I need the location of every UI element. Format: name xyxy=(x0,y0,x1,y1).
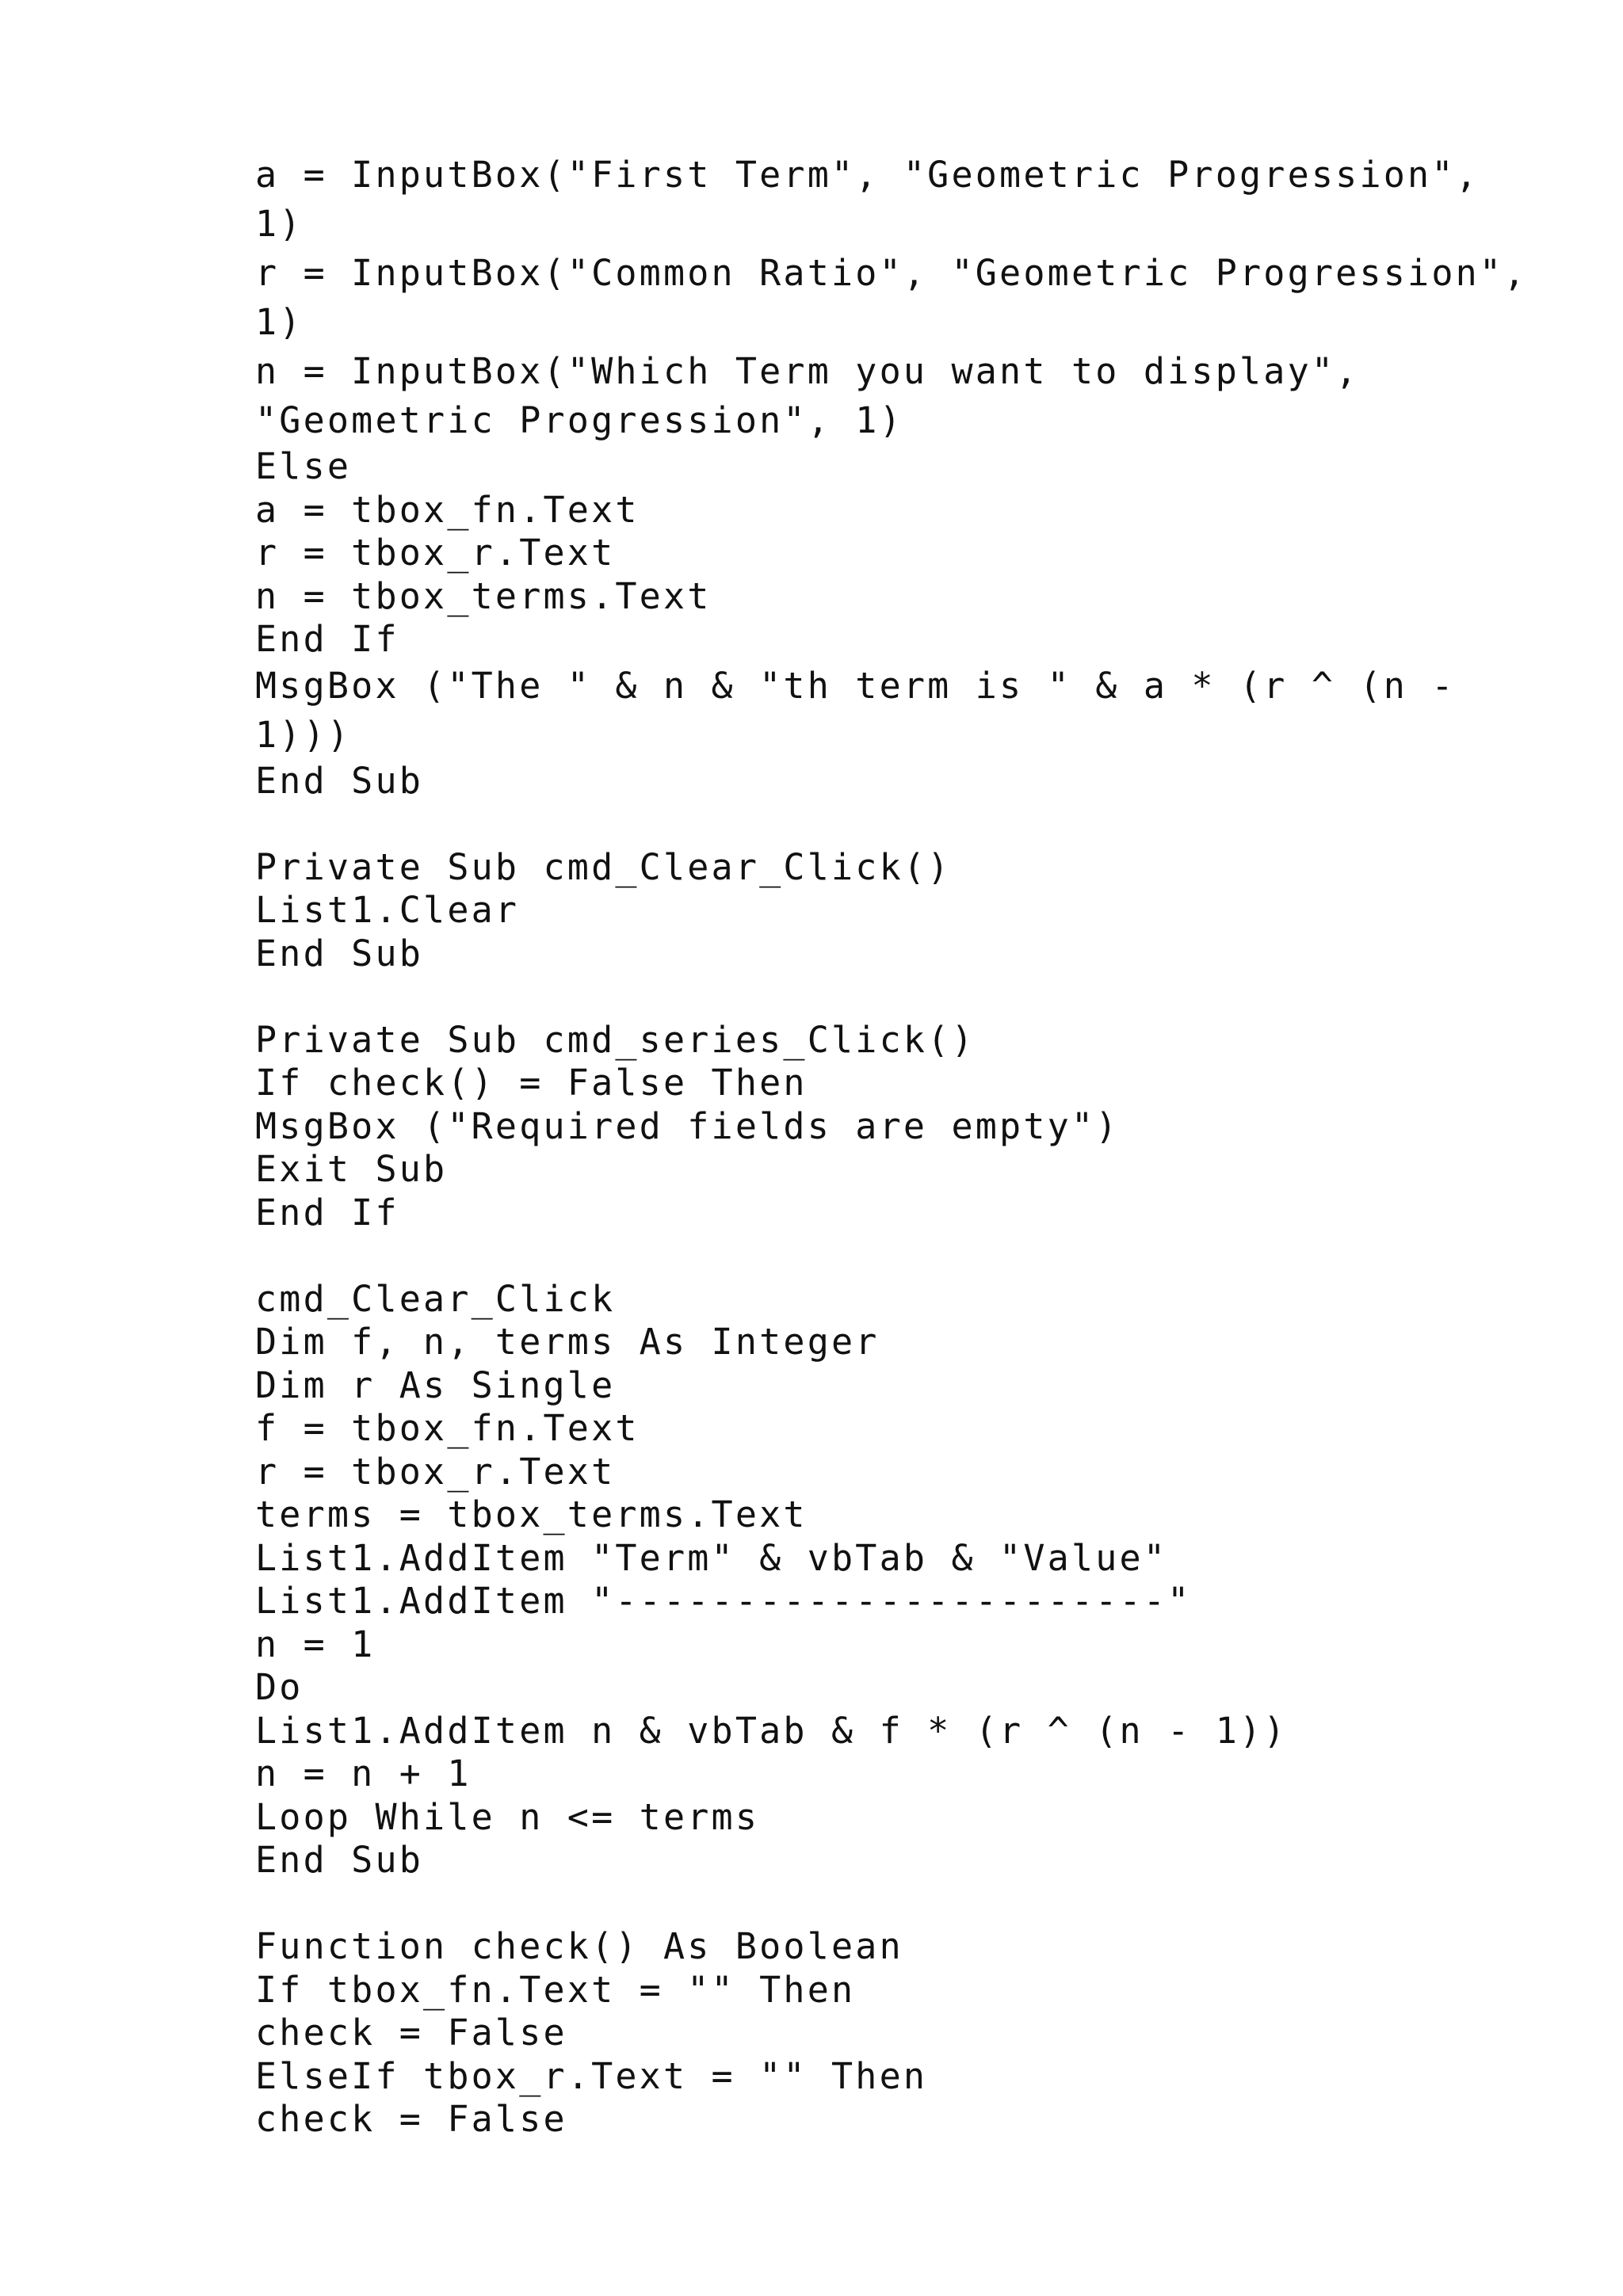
code-line: Private Sub cmd_series_Click() xyxy=(255,1018,976,1061)
code-line: If check() = False Then xyxy=(255,1062,808,1104)
code-line: List1.AddItem "Term" & vbTab & "Value" xyxy=(255,1536,1168,1579)
code-line: r = InputBox("Common Ratio", "Geometric Progression", xyxy=(255,252,1528,294)
blank-line xyxy=(255,1234,1539,1278)
code-line: ElseIf tbox_r.Text = "" Then xyxy=(255,2054,928,2097)
code-line: List1.Clear xyxy=(255,889,520,931)
code-line: MsgBox ("The " & n & "th term is " & a * (r ^ (n - xyxy=(255,664,1456,707)
code-line: 1))) xyxy=(255,713,352,756)
code-line: 1) xyxy=(255,203,304,245)
code-line: Private Sub cmd_Clear_Click() xyxy=(255,845,952,888)
code-line: If tbox_fn.Text = "" Then xyxy=(255,1968,856,2011)
code-line: cmd_Clear_Click xyxy=(255,1277,616,1320)
code-line: MsgBox ("Required fields are empty") xyxy=(255,1104,1120,1147)
code-line: Exit Sub xyxy=(255,1148,448,1190)
code-line: terms = tbox_terms.Text xyxy=(255,1493,808,1535)
code-line: End If xyxy=(255,618,399,660)
code-line: n = tbox_terms.Text xyxy=(255,574,712,617)
code-line: End If xyxy=(255,1191,399,1234)
code-line: Dim f, n, terms As Integer xyxy=(255,1321,880,1363)
blank-line xyxy=(255,1882,1539,1926)
code-line: r = tbox_r.Text xyxy=(255,532,616,574)
code-line: "Geometric Progression", 1) xyxy=(255,399,903,441)
code-line: a = InputBox("First Term", "Geometric Progression", xyxy=(255,154,1480,196)
code-line: n = InputBox("Which Term you want to display", xyxy=(255,350,1360,392)
code-line: Dim r As Single xyxy=(255,1363,616,1406)
code-line: List1.AddItem "-----------------------" xyxy=(255,1580,1192,1622)
code-line: End Sub xyxy=(255,932,424,974)
code-line: List1.AddItem n & vbTab & f * (r ^ (n - 1)) xyxy=(255,1709,1288,1752)
code-listing xyxy=(255,151,1539,2142)
blank-line xyxy=(255,803,1539,846)
code-line: n = 1 xyxy=(255,1623,376,1665)
code-line: a = tbox_fn.Text xyxy=(255,488,640,531)
code-line: n = n + 1 xyxy=(255,1753,472,1794)
code-line: End Sub xyxy=(255,759,424,802)
code-line: r = tbox_r.Text xyxy=(255,1450,616,1493)
code-line: Loop While n <= terms xyxy=(255,1795,760,1838)
code-line: 1) xyxy=(255,301,304,343)
code-line: End Sub xyxy=(255,1839,424,1881)
code-line: Else xyxy=(255,445,352,487)
blank-line xyxy=(255,975,1539,1019)
code-line: Function check() As Boolean xyxy=(255,1925,903,1967)
code-line: f = tbox_fn.Text xyxy=(255,1407,640,1449)
code-line: Do xyxy=(255,1666,304,1708)
code-line: check = False xyxy=(255,2012,567,2054)
code-line: check = False xyxy=(255,2098,567,2140)
